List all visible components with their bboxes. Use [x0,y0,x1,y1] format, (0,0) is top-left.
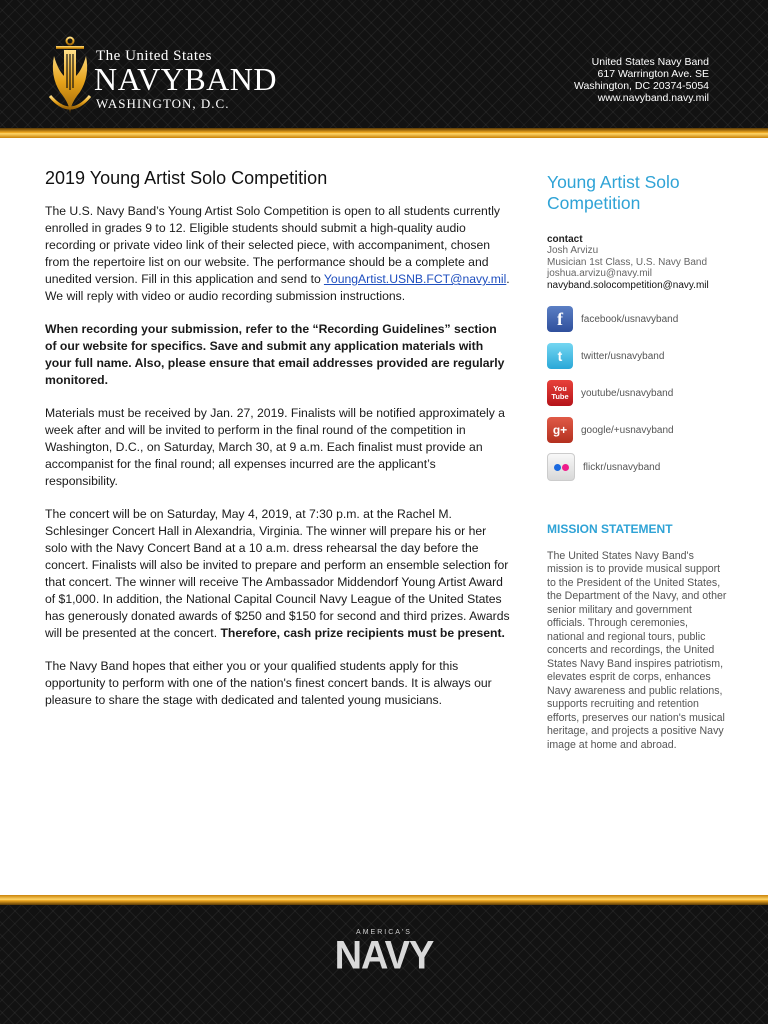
page-title: 2019 Young Artist Solo Competition [45,168,328,188]
footer-gold-divider [0,895,768,905]
logo-line-3: WASHINGTON, D.C. [96,96,230,111]
twitter-icon[interactable]: t [547,343,573,369]
social-label[interactable]: twitter/usnavyband [581,350,665,362]
facebook-icon[interactable]: f [547,306,573,332]
social-link-twitter[interactable] [547,338,727,375]
address-line: Washington, DC 20374-5054 [573,80,709,92]
sidebar-title: Young Artist Solo Competition [547,172,680,213]
recording-guidelines-text: When recording your submission, refer to the “Recording Guidelines” section of our website for specifics. Save and submit any application materials with your full name. Also, please ensure that email addresses provided are regularly monitored. [45,322,505,387]
competition-email[interactable]: navyband.solocompetition@navy.mil [547,279,709,291]
cash-prize-note: Therefore, cash prize recipients must be present. [217,626,505,640]
mission-statement-text: The United States Navy Band's mission is to provide musical support to the President of the United States, the Department of the Navy, and other senior military and government officials. Through ceremonies, national and regional tours, public concerts and recordings, the United States Navy Band inspires patriotism, elevates esprit de corps, enhances Navy awareness and public relations, supports recruiting and retention efforts, preserves our nation's musical heritage, and projects a positive Navy image at home and abroad. [547,549,727,751]
social-link-flickr[interactable] [547,449,727,486]
closing-paragraph: The Navy Band hopes that either you or your qualified students apply for this opportunity to perform with one of the nation's finest concert bands. It is always our pleasure to share the stage with dedicated and talented young musicians. [45,659,492,707]
concert-paragraph [45,506,510,642]
google-plus-icon[interactable]: g+ [547,417,573,443]
americas-text: AMERICA'S [356,929,412,936]
contact-label: contact [547,234,583,245]
mission-statement-heading: MISSION STATEMENT [547,521,673,536]
contact-name: Josh Arvizu [547,245,599,256]
social-label[interactable]: youtube/usnavyband [581,387,674,399]
intro-paragraph [45,203,510,305]
header-address [574,56,709,104]
social-link-google-plus[interactable] [547,412,727,449]
intro-text: The U.S. Navy Band’s Young Artist Solo Competition is open to all students currently enrolled in grades 9 to 12. Eligible students should submit a high-quality audio recording or private video link of their selected piece, with accompaniment, chosen from the repertoire list on our website. The performance should be a complete and unedited version. Fill in this application and send to [45,204,501,286]
navy-logo-text: NAVY [334,933,434,979]
header-gold-divider [0,128,768,138]
intro-text-end: . We will reply with video or audio recording submission instructions. [45,272,510,303]
deadline-paragraph: Materials must be received by Jan. 27, 2019. Finalists will be notified approximately a week after and will be invited to perform in the final round of the competition in Washington, D.C., on Saturday, March 30, at 9 a.m. Each finalist must provide an accompanist for the final round; all expenses incurred are the applicant’s responsibility. [45,406,505,488]
website-link[interactable]: www.navyband.navy.mil [597,92,709,104]
sidebar [547,172,727,752]
flickr-icon[interactable] [547,453,575,481]
social-label[interactable]: flickr/usnavyband [583,461,661,473]
social-links [547,301,727,486]
logo-line-2: NAVYBAND [94,61,277,97]
logo-line-1: The United States [96,48,212,64]
main-content [45,168,510,725]
concert-text: The concert will be on Saturday, May 4, 2019, at 7:30 p.m. at the Rachel M. Schlesinger Concert Hall in Alexandria, Virginia. The winner will prepare his or her solo with the Navy Concert Band at a 10 a.m. dress rehearsal the day before the concert. Finalists will also be invited to prepare and perform an ensemble selection for that concert. The winner will receive The Ambassador Middendorf Young Artist Award of $1,000. In addition, the National Capital Council Navy League of the United States has generously donated awards of $250 and $150 for second and third prizes. Awards will be presented at the concert. [45,507,510,640]
address-line: 617 Warrington Ave. SE [597,68,709,80]
youtube-icon[interactable]: You Tube [547,380,573,406]
social-label[interactable]: google/+usnavyband [581,424,674,436]
page-header [0,0,768,136]
social-link-youtube[interactable] [547,375,727,412]
application-email-link[interactable]: YoungArtist.USNB.FCT@navy.mil [323,272,507,286]
contact-rank: Musician 1st Class, U.S. Navy Band [547,256,708,268]
social-link-facebook[interactable] [547,301,727,338]
recording-guidelines-paragraph [45,321,510,389]
page-footer [0,905,768,1024]
address-line: United States Navy Band [591,56,709,68]
social-label[interactable]: facebook/usnavyband [581,313,679,325]
contact-email[interactable]: joshua.arvizu@navy.mil [547,268,653,279]
